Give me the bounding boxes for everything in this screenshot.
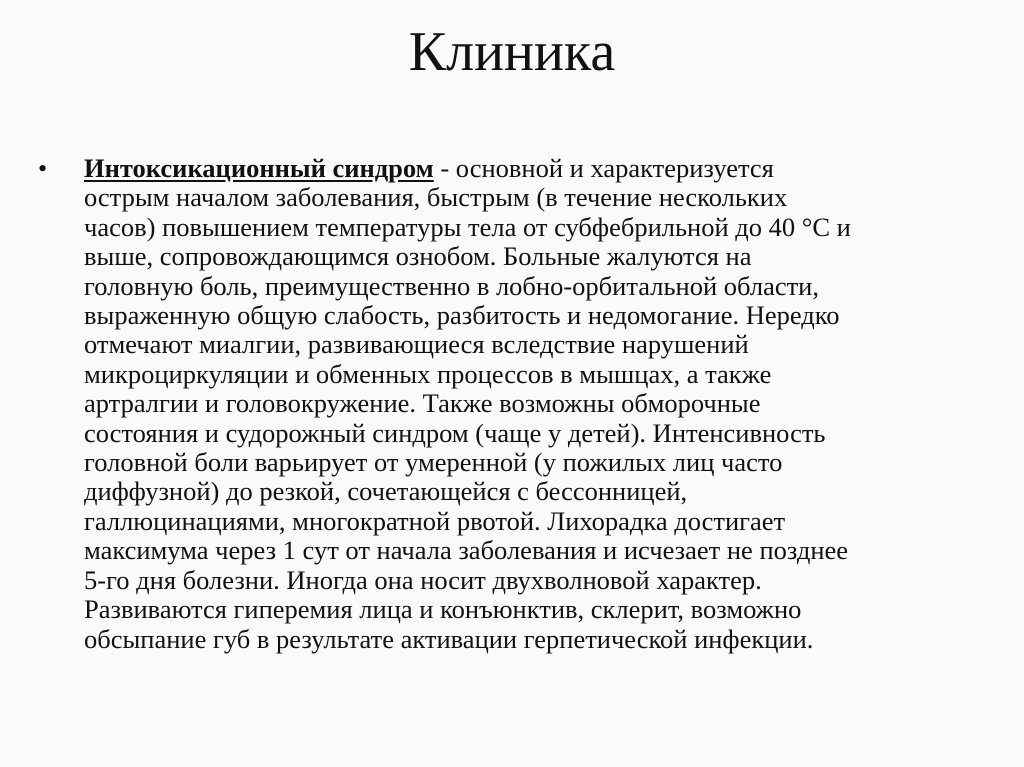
bullet-line-15: 5-го дня болезни. Иногда она носит двухволновой характер. (84, 564, 762, 595)
bullet-line-text: - основной и характеризуется (433, 153, 774, 183)
bullet-item (38, 154, 988, 654)
bullet-line-17: обсыпание губ в результате активации герпетической инфекции. (84, 623, 814, 654)
bullet-line-8: микроциркуляции и обменных процессов в мышцах, а также (84, 358, 772, 389)
bullet-symbol: • (38, 154, 48, 183)
bullet-line-6: выраженную общую слабость, разбитость и недомогание. Нередко (84, 300, 840, 331)
bullet-line-4: выше, сопровождающимся ознобом. Больные жалуются на (84, 241, 752, 272)
bullet-line-16: Развиваются гиперемия лица и конъюнктив, склерит, возможно (84, 594, 802, 625)
bullet-line-1 (84, 154, 988, 183)
bullet-line-11: головной боли варьирует от умеренной (у пожилых лиц часто (84, 447, 783, 478)
bullet-line-10: состояния и судорожный синдром (чаще у детей). Интенсивность (84, 417, 826, 448)
bullet-line-5: головную боль, преимущественно в лобно-орбитальной области, (84, 270, 819, 301)
bullet-line-12: диффузной) до резкой, сочетающейся с бессонницей, (84, 476, 688, 507)
bullet-term: Интоксикационный синдром (84, 153, 434, 183)
bullet-line-14: максимума через 1 сут от начала заболевания и исчезает не позднее (84, 535, 849, 566)
bullet-list (38, 154, 988, 654)
bullet-line-7: отмечают миалгии, развивающиеся вследствие нарушений (84, 329, 749, 360)
bullet-line-9: артралгии и головокружение. Также возможны обморочные (84, 388, 761, 419)
bullet-line-2: острым началом заболевания, быстрым (в течение нескольких (84, 182, 788, 213)
bullet-line-13: галлюцинациями, многократной рвотой. Лихорадка достигает (84, 505, 786, 536)
slide-title: Клиника (408, 21, 616, 83)
bullet-line-3: часов) повышением температуры тела от субфебрильной до 40 °С и (84, 211, 851, 242)
